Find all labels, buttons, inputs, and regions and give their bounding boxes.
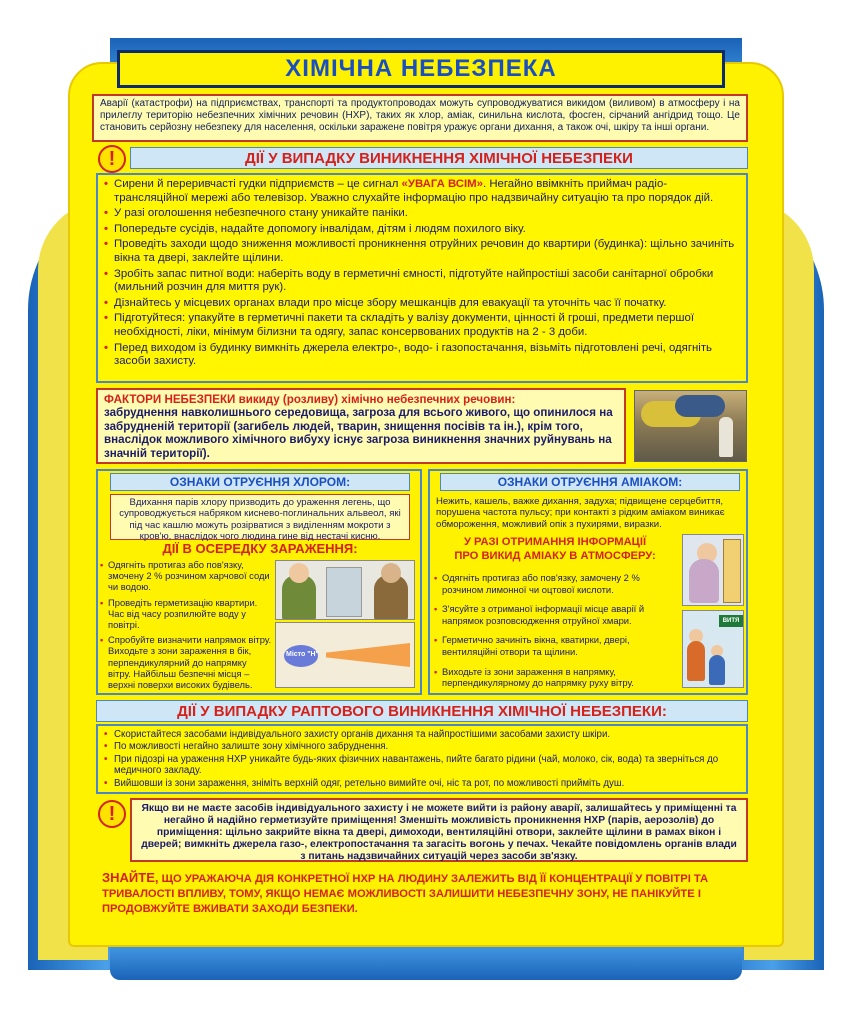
list-item: • Зробіть запас питної води: наберіть воду в герметичні ємності, підготуйте найпростіші засоби санітарної обробки (мильний розчин для миття рук).: [104, 268, 740, 295]
list-item: • По можливості негайно залиште зону хімічного забруднення.: [104, 741, 740, 752]
danger-factors-box: [96, 388, 626, 464]
final-text: ЩО УРАЖАЮЧА ДІЯ КОНКРЕТНОЇ НХР НА ЛЮДИНУ ЗАЛЕЖИТЬ ВІД ЇЇ КОНЦЕНТРАЦІЇ У ПОВІТРІ ТА ТРИВАЛОСТІ ВПЛИВУ, ТОМУ, ЯКЩО НЕМАЄ МОЖЛИВОСТІ ЗАЛИШИТИ НЕБЕЗПЕЧНУ ЗОНУ, НЕ ПАНІКУЙТЕ І ПРОДОВЖУЙТЕ ВЖИВАТИ ЗАХОДИ БЕЗПЕКИ.: [102, 873, 709, 915]
ammonia-symptoms: Нежить, кашель, важке дихання, задуха; підвищене серцебиття, порушена частота пульсу; при контакті з рідким аміаком виникає обмороження, можливий опік з пухирями, виразки.: [432, 494, 744, 530]
final-lead: ЗНАЙТЕ,: [102, 870, 159, 885]
ammonia-heading: ОЗНАКИ ОТРУЄННЯ АМІАКОМ:: [440, 473, 740, 491]
alert-signal-highlight: «УВАГА ВСІМ»: [401, 178, 483, 190]
chlorine-heading: ОЗНАКИ ОТРУЄННЯ ХЛОРОМ:: [110, 473, 410, 491]
list-item: • Дізнайтесь у місцевих органах влади про місце збору мешканців для евакуації та уточніть час її початку.: [104, 297, 740, 311]
list-item: • Підготуйтеся: упакуйте в герметичні пакети та складіть у валізу документи, цінності й гроші, предмети першої необхідності, ліки, мінімум білизни та одягу, запас консервованих продуктів на 2 - 3 доби.: [104, 312, 740, 339]
section1-list: [96, 173, 748, 383]
title-box: [117, 50, 725, 88]
shelter-in-place-warning: Якщо ви не маєте засобів індивідуального захисту і не можете вийти із району аварії, залишайтесь у приміщенні та негайно й надійно герметизуйте приміщення! Зменшіть можливість проникнення НХР (парів, аерозолів) до приміщення: щільно закрийте вікна та двері, димоходи, вентиляційні отвори, заклейте щілини в рамах вікон і дверей; вимкніть джерела газо-, електропостачання та загасіть вогонь у печах. Чекайте повідомлень органів влади з питань надзвичайних ситуацій через засоби зв'язку.: [130, 798, 748, 862]
final-notice: [96, 868, 748, 918]
page-title: ХІМІЧНА НЕБЕЗПЕКА: [285, 55, 557, 82]
chlorine-actions-list: [100, 559, 272, 694]
section1-heading: ДІЇ У ВИПАДКУ ВИНИКНЕННЯ ХІМІЧНОЇ НЕБЕЗПЕКИ: [130, 147, 748, 169]
window-sealing-illustration: [682, 534, 744, 606]
list-item: • З'ясуйте з отриманої інформації місце аварії й напрямок розповсюдження отруйної хмари.: [434, 603, 680, 626]
danger-factors-text: забруднення навколишнього середовища, загроза для всього живого, що опинилося на забрудненій території (загибель людей, тварин, знищення посівів та ін.), крім того, внаслідок можливого хімічного вибуху існує загроза виникнення значних руйнувань на значній території).: [104, 406, 613, 460]
list-item: • Одягніть протигаз або пов'язку, змочену 2 % розчином харчової соди чи водою.: [100, 559, 272, 593]
gas-mask-illustration: [275, 560, 415, 620]
list-item: • У разі оголошення небезпечного стану уникайте паніки.: [104, 207, 740, 221]
evacuation-illustration: ВИТЯ: [682, 610, 744, 688]
danger-factors-title: ФАКТОРИ НЕБЕЗПЕКИ викиду (розливу) хімічно небезпечних речовин:: [104, 393, 516, 406]
section2-heading: ДІЇ У ВИПАДКУ РАПТОВОГО ВИНИКНЕННЯ ХІМІЧНОЇ НЕБЕЗПЕКИ:: [96, 700, 748, 722]
ammonia-actions-list: [434, 572, 680, 693]
list-item: • Сирени й переривчасті гудки підприємств – це сигнал «УВАГА ВСІМ». Негайно ввімкніть приймач радіо-трансляційної мережі або телевізор. Уважно слухайте інформацію про надзвичайну ситуацію та про порядок дій.: [104, 178, 740, 205]
chlorine-symptoms: Вдихання парів хлору призводить до ураження легень, що супроводжується набряком кисневo-поглинальних альвеол, які під час кашлю можуть розірватися з виділенням мокроти з кров'ю, внаслідок чого людина гине від нестачі кисню.: [110, 494, 410, 540]
list-item: • Перед виходом із будинку вимкніть джерела електро-, водо- і газопостачання, візьміть підготовлені речі, одягніть засоби захисту.: [104, 342, 740, 369]
list-item: • Одягніть протигаз або пов'язку, замочену 2 % розчином лимонної чи оцтової кислоти.: [434, 572, 680, 595]
list-item: • При підозрі на ураження НХР уникайте будь-яких фізичних навантажень, пийте багато рідини (чай, молоко, сік, вода) та зверніться до медичного закладу.: [104, 754, 740, 777]
section2-list: [96, 724, 748, 794]
wind-direction-map: Місто "Н": [275, 622, 415, 688]
warning-exclamation-icon: !: [98, 800, 126, 828]
warning-exclamation-icon: !: [98, 145, 126, 173]
intro-text: Аварії (катастрофи) на підприємствах, транспорті та продуктопроводах можуть супроводжуватися викидом (виливом) в атмосферу і на прилеглу територію небезпечних хімічних речовин (НХР), таких як хлор, аміак, синильна кислота, фосген, сірчаний ангідрид тощо. Це становить серйозну небезпеку для населення, оскільки заражене повітря уражує органи дихання, а також очі, шкіру та інші органи.: [92, 94, 748, 142]
chemical-accident-photo: [634, 390, 747, 462]
chlorine-actions-heading: ДІЇ В ОСЕРЕДКУ ЗАРАЖЕННЯ:: [162, 541, 358, 556]
list-item: • Спробуйте визначити напрямок вітру. Виходьте з зони зараження в бік, перпендикулярний до напрямку вітру. Найбільш безпечні місця – верхні поверхи високих будівель.: [100, 634, 272, 690]
list-item: • Проведіть герметизацію квартири. Час від часу розпилюйте воду у повітрі.: [100, 597, 272, 631]
list-item: • Герметично зачиніть вікна, кватирки, двері, вентиляційні отвори та щілини.: [434, 634, 680, 657]
list-item: • Проведіть заходи щодо зниження можливості проникнення отруйних речовин до квартири (будинка): щільно зачиніть вікна та двері, заклейте щілини.: [104, 238, 740, 265]
list-item: • Попередьте сусідів, надайте допомогу інвалідам, дітям і людям похилого віку.: [104, 223, 740, 237]
ammonia-actions-heading: У РАЗІ ОТРИМАННЯ ІНФОРМАЦІЇ ПРО ВИКИД АМІАКУ В АТМОСФЕРУ:: [454, 536, 656, 562]
list-item: • Вийшовши із зони зараження, зніміть верхній одяг, ретельно вимийте очі, ніс та рот, по можливості прийміть душ.: [104, 778, 740, 789]
list-item: • Виходьте із зони зараження в напрямку, перпендикулярному до напрямку руху вітру.: [434, 666, 680, 689]
list-item: • Скористайтеся засобами індивідуального захисту органів дихання та найпростішими засобами захисту шкіри.: [104, 729, 740, 740]
